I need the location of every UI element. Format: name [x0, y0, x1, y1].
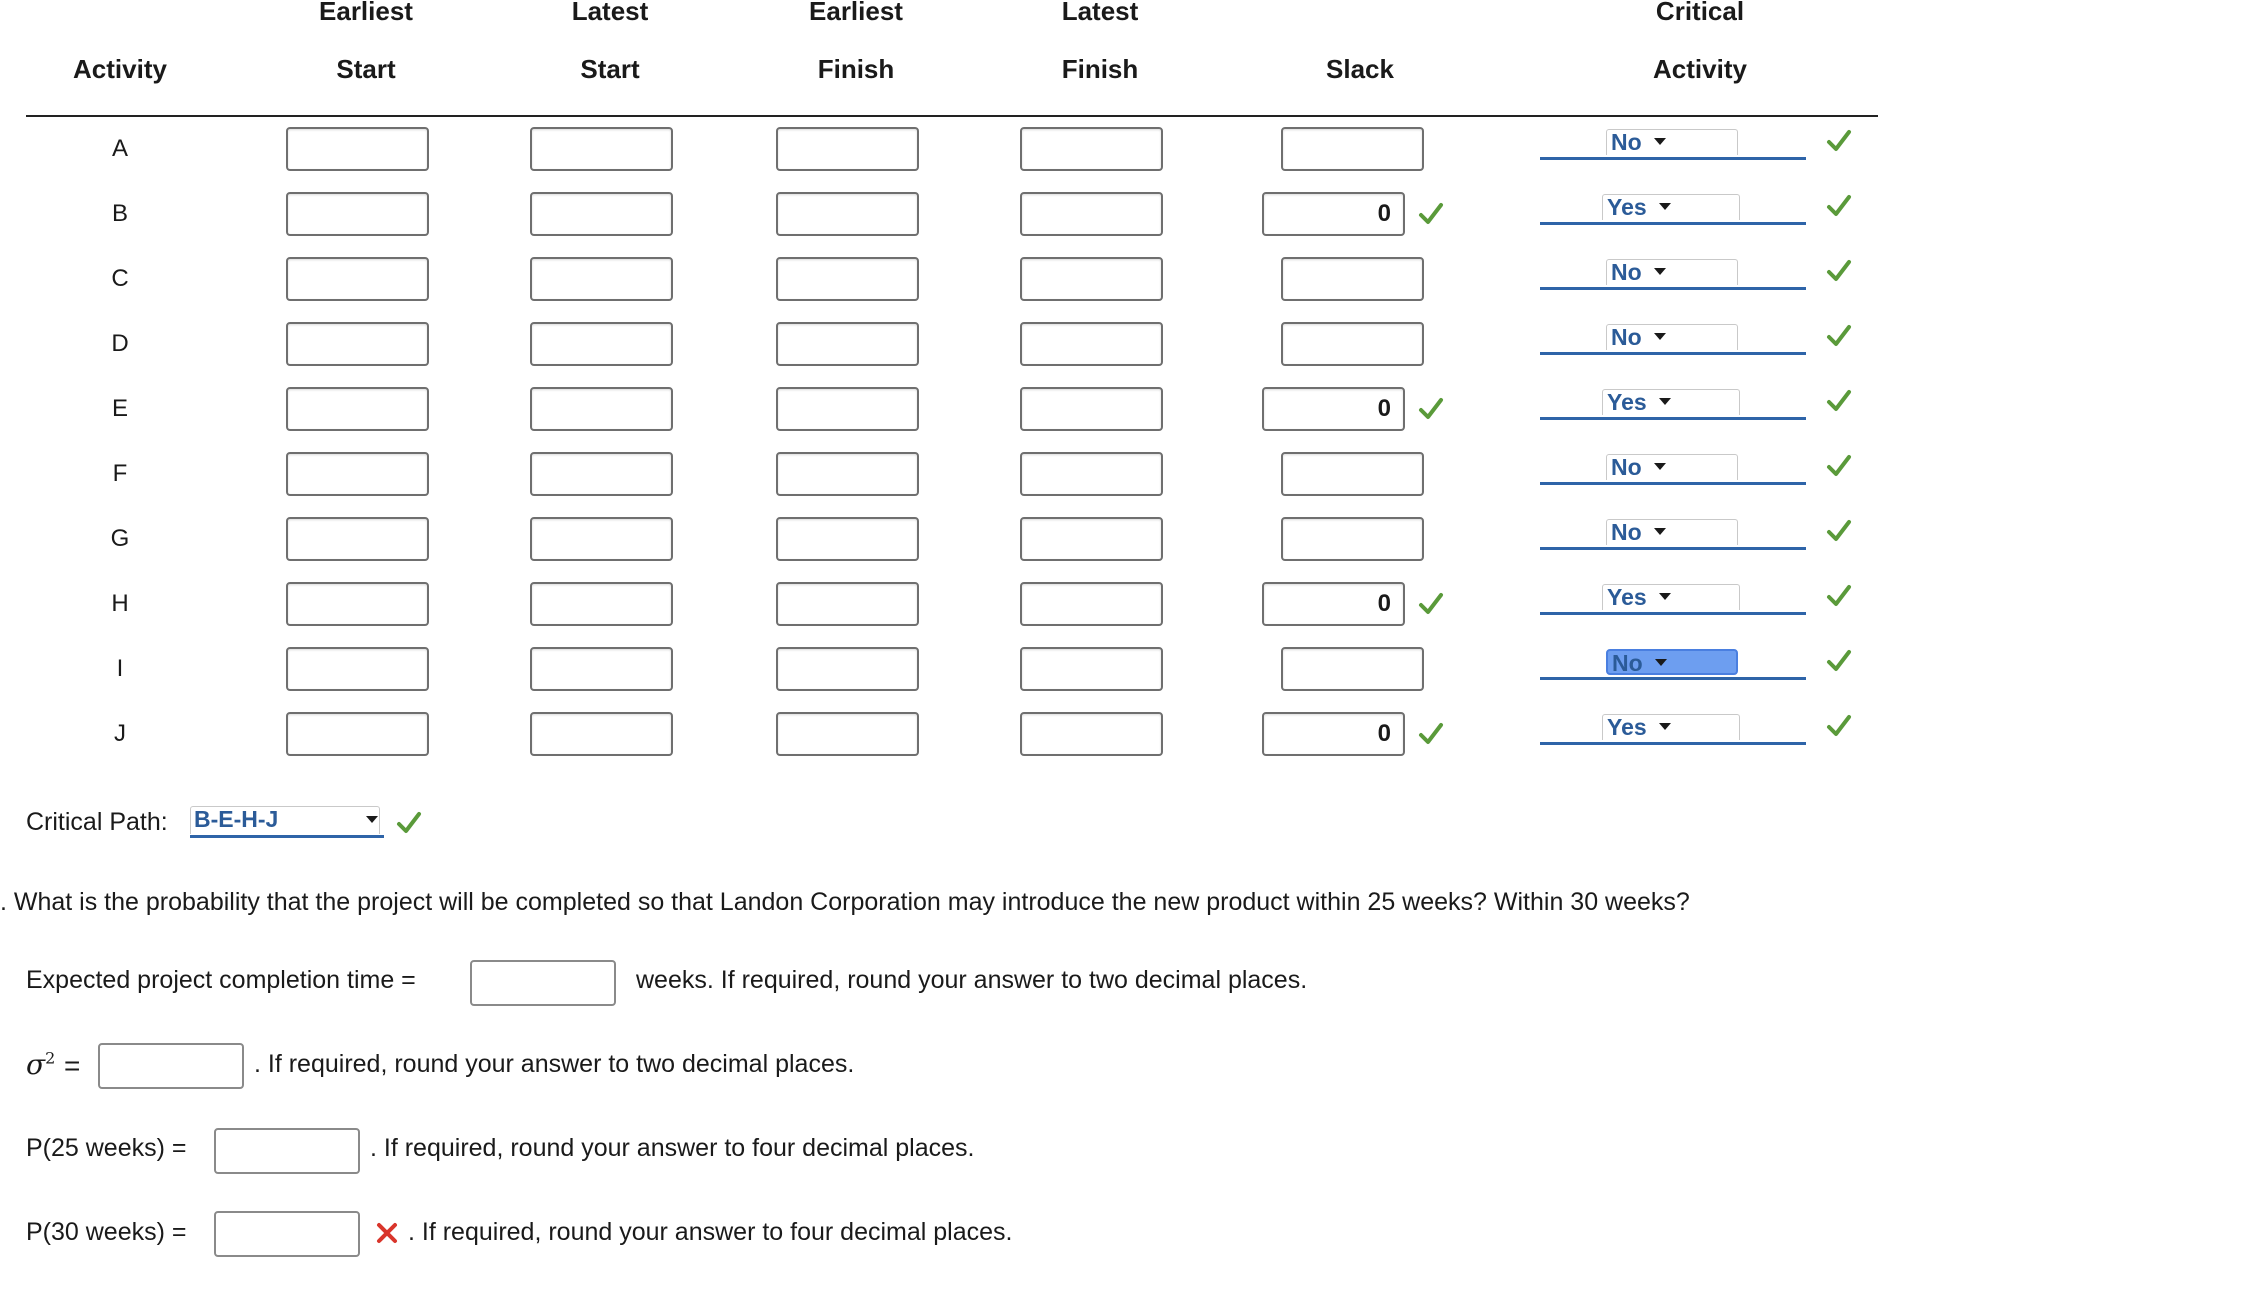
latest-start-input[interactable] [530, 387, 673, 431]
chevron-down-icon [1654, 268, 1666, 275]
earliest-finish-input[interactable] [776, 257, 919, 301]
earliest-start-input[interactable] [286, 257, 429, 301]
slack-input[interactable] [1281, 127, 1424, 171]
critical-activity-select[interactable] [1540, 649, 1806, 685]
critical-select-box [1602, 389, 1740, 415]
critical-activity-select[interactable] [1540, 389, 1806, 425]
critical-select-underline [1540, 677, 1806, 680]
incorrect-x-icon [376, 1222, 398, 1244]
p25-label: P(25 weeks) = [26, 1134, 187, 1162]
header-earliest-start-bottom: Start [336, 54, 396, 84]
earliest-start-input[interactable] [286, 647, 429, 691]
activity-label: F [112, 460, 128, 487]
critical-select-value: No [1611, 519, 1642, 545]
earliest-start-input[interactable] [286, 322, 429, 366]
critical-activity-select[interactable] [1540, 584, 1806, 620]
critical-activity-select[interactable] [1540, 519, 1806, 555]
critical-select-value: No [1611, 259, 1642, 285]
critical-select-box [1606, 259, 1738, 285]
activity-label: E [111, 395, 128, 422]
critical-select-value: Yes [1607, 194, 1647, 220]
critical-activity-select[interactable] [1540, 129, 1806, 165]
critical-check-icon [1826, 193, 1852, 219]
latest-start-input[interactable] [530, 582, 673, 626]
critical-select-box [1606, 649, 1738, 675]
slack-check-icon [1418, 591, 1444, 617]
p30-label: P(30 weeks) = [26, 1218, 187, 1246]
activity-label: H [111, 590, 129, 617]
critical-select-box [1602, 194, 1740, 220]
critical-select-box [1606, 519, 1738, 545]
chevron-down-icon [1655, 659, 1667, 666]
critical-check-icon [1826, 583, 1852, 609]
variance-exponent: 2 [45, 1048, 56, 1068]
chevron-down-icon [1654, 463, 1666, 470]
variance-equals: = [64, 1050, 81, 1081]
chevron-down-icon [1659, 398, 1671, 405]
latest-start-input[interactable] [530, 517, 673, 561]
slack-input[interactable] [1281, 452, 1424, 496]
latest-start-input[interactable] [530, 257, 673, 301]
slack-input[interactable]: 0 [1262, 582, 1405, 626]
header-critical-top: Critical [1655, 0, 1745, 26]
header-latest-start-top: Latest [571, 0, 649, 26]
chevron-down-icon [1654, 528, 1666, 535]
variance-instruction: . If required, round your answer to two decimal places. [254, 1050, 855, 1078]
latest-start-input[interactable] [530, 452, 673, 496]
latest-start-input[interactable] [530, 647, 673, 691]
probability-question: . What is the probability that the project will be completed so that Landon Corporation may introduce the new product within 25 weeks? Within 30 weeks? [0, 888, 1690, 916]
critical-select-underline [1540, 352, 1806, 355]
earliest-finish-input[interactable] [776, 127, 919, 171]
chevron-down-icon [1659, 203, 1671, 210]
critical-check-icon [1826, 323, 1852, 349]
latest-start-input[interactable] [530, 192, 673, 236]
chevron-down-icon [1659, 593, 1671, 600]
activity-label: D [111, 330, 129, 357]
variance-input[interactable] [98, 1043, 244, 1089]
critical-select-underline [1540, 222, 1806, 225]
latest-finish-input[interactable] [1020, 647, 1163, 691]
critical-select-value: No [1611, 454, 1642, 480]
slack-check-icon [1418, 396, 1444, 422]
activity-label: C [111, 265, 129, 292]
critical-select-underline [1540, 612, 1806, 615]
chevron-down-icon [366, 816, 378, 823]
latest-start-input[interactable] [530, 712, 673, 756]
critical-select-value: Yes [1607, 389, 1647, 415]
critical-path-check-icon [396, 810, 422, 836]
latest-finish-input[interactable] [1020, 712, 1163, 756]
critical-select-value: Yes [1607, 584, 1647, 610]
earliest-start-input[interactable] [286, 712, 429, 756]
earliest-start-input[interactable] [286, 127, 429, 171]
slack-input[interactable]: 0 [1262, 712, 1405, 756]
critical-activity-select[interactable] [1540, 324, 1806, 360]
critical-check-icon [1826, 713, 1852, 739]
header-earliest-finish-top: Earliest [809, 0, 903, 26]
latest-finish-input[interactable] [1020, 192, 1163, 236]
header-critical-bottom: Activity [1653, 54, 1747, 84]
header-activity: Activity [73, 54, 167, 84]
p25-input[interactable] [214, 1128, 360, 1174]
chevron-down-icon [1654, 333, 1666, 340]
latest-finish-input[interactable] [1020, 127, 1163, 171]
chevron-down-icon [1654, 138, 1666, 145]
p25-instruction: . If required, round your answer to four decimal places. [370, 1134, 975, 1162]
earliest-start-input[interactable] [286, 452, 429, 496]
sigma-symbol: σ [26, 1048, 46, 1081]
earliest-finish-input[interactable] [776, 192, 919, 236]
slack-input[interactable] [1281, 647, 1424, 691]
slack-input[interactable] [1281, 517, 1424, 561]
earliest-finish-input[interactable] [776, 452, 919, 496]
slack-input[interactable]: 0 [1262, 387, 1405, 431]
critical-check-icon [1826, 388, 1852, 414]
activity-label: J [114, 720, 126, 747]
earliest-start-input[interactable] [286, 582, 429, 626]
header-latest-finish-top: Latest [1061, 0, 1139, 26]
critical-select-underline [1540, 547, 1806, 550]
activity-label: B [111, 200, 128, 227]
header-latest-start-bottom: Start [580, 54, 640, 84]
activity-label: I [116, 655, 124, 682]
activity-label: A [111, 135, 128, 162]
critical-path-value: B-E-H-J [194, 806, 279, 832]
critical-path-label: Critical Path: [26, 808, 168, 836]
latest-finish-input[interactable] [1020, 452, 1163, 496]
critical-select-box [1606, 454, 1738, 480]
expected-time-instruction: weeks. If required, round your answer to two decimal places. [636, 966, 1308, 994]
critical-select-underline [1540, 157, 1806, 160]
p30-input[interactable] [214, 1211, 360, 1257]
earliest-start-input[interactable] [286, 517, 429, 561]
critical-path-select[interactable] [190, 806, 384, 842]
critical-select-underline [1540, 417, 1806, 420]
critical-select-box [1606, 129, 1738, 155]
critical-check-icon [1826, 128, 1852, 154]
chevron-down-icon [1659, 723, 1671, 730]
header-divider [26, 115, 1878, 117]
expected-time-label: Expected project completion time = [26, 966, 416, 994]
critical-select-box [1602, 584, 1740, 610]
critical-select-underline [1540, 742, 1806, 745]
header-earliest-start-top: Earliest [319, 0, 413, 26]
earliest-finish-input[interactable] [776, 712, 919, 756]
latest-finish-input[interactable] [1020, 322, 1163, 366]
critical-activity-select[interactable] [1540, 714, 1806, 750]
earliest-finish-input[interactable] [776, 647, 919, 691]
header-latest-finish-bottom: Finish [1061, 54, 1139, 84]
earliest-finish-input[interactable] [776, 322, 919, 366]
critical-select-value: Yes [1607, 714, 1647, 740]
latest-start-input[interactable] [530, 127, 673, 171]
earliest-start-input[interactable] [286, 387, 429, 431]
critical-check-icon [1826, 453, 1852, 479]
critical-check-icon [1826, 258, 1852, 284]
earliest-finish-input[interactable] [776, 582, 919, 626]
slack-input[interactable]: 0 [1262, 192, 1405, 236]
slack-input[interactable] [1281, 322, 1424, 366]
expected-time-input[interactable] [470, 960, 616, 1006]
critical-select-value: No [1611, 324, 1642, 350]
critical-activity-select[interactable] [1540, 454, 1806, 490]
slack-check-icon [1418, 721, 1444, 747]
slack-input[interactable] [1281, 257, 1424, 301]
latest-finish-input[interactable] [1020, 257, 1163, 301]
critical-select-value: No [1611, 129, 1642, 155]
header-slack: Slack [1326, 54, 1394, 84]
latest-start-input[interactable] [530, 322, 673, 366]
latest-finish-input[interactable] [1020, 582, 1163, 626]
p30-instruction: . If required, round your answer to four decimal places. [408, 1218, 1013, 1246]
activity-label: G [110, 525, 130, 552]
critical-activity-select[interactable] [1540, 194, 1806, 230]
critical-select-underline [1540, 287, 1806, 290]
earliest-start-input[interactable] [286, 192, 429, 236]
critical-select-value: No [1612, 650, 1643, 676]
critical-select-underline [1540, 482, 1806, 485]
critical-check-icon [1826, 648, 1852, 674]
critical-select-box [1602, 714, 1740, 740]
critical-activity-select[interactable] [1540, 259, 1806, 295]
latest-finish-input[interactable] [1020, 387, 1163, 431]
earliest-finish-input[interactable] [776, 517, 919, 561]
header-earliest-finish-bottom: Finish [817, 54, 895, 84]
slack-check-icon [1418, 201, 1444, 227]
critical-select-box [1606, 324, 1738, 350]
latest-finish-input[interactable] [1020, 517, 1163, 561]
earliest-finish-input[interactable] [776, 387, 919, 431]
variance-symbol [26, 1048, 55, 1081]
critical-check-icon [1826, 518, 1852, 544]
